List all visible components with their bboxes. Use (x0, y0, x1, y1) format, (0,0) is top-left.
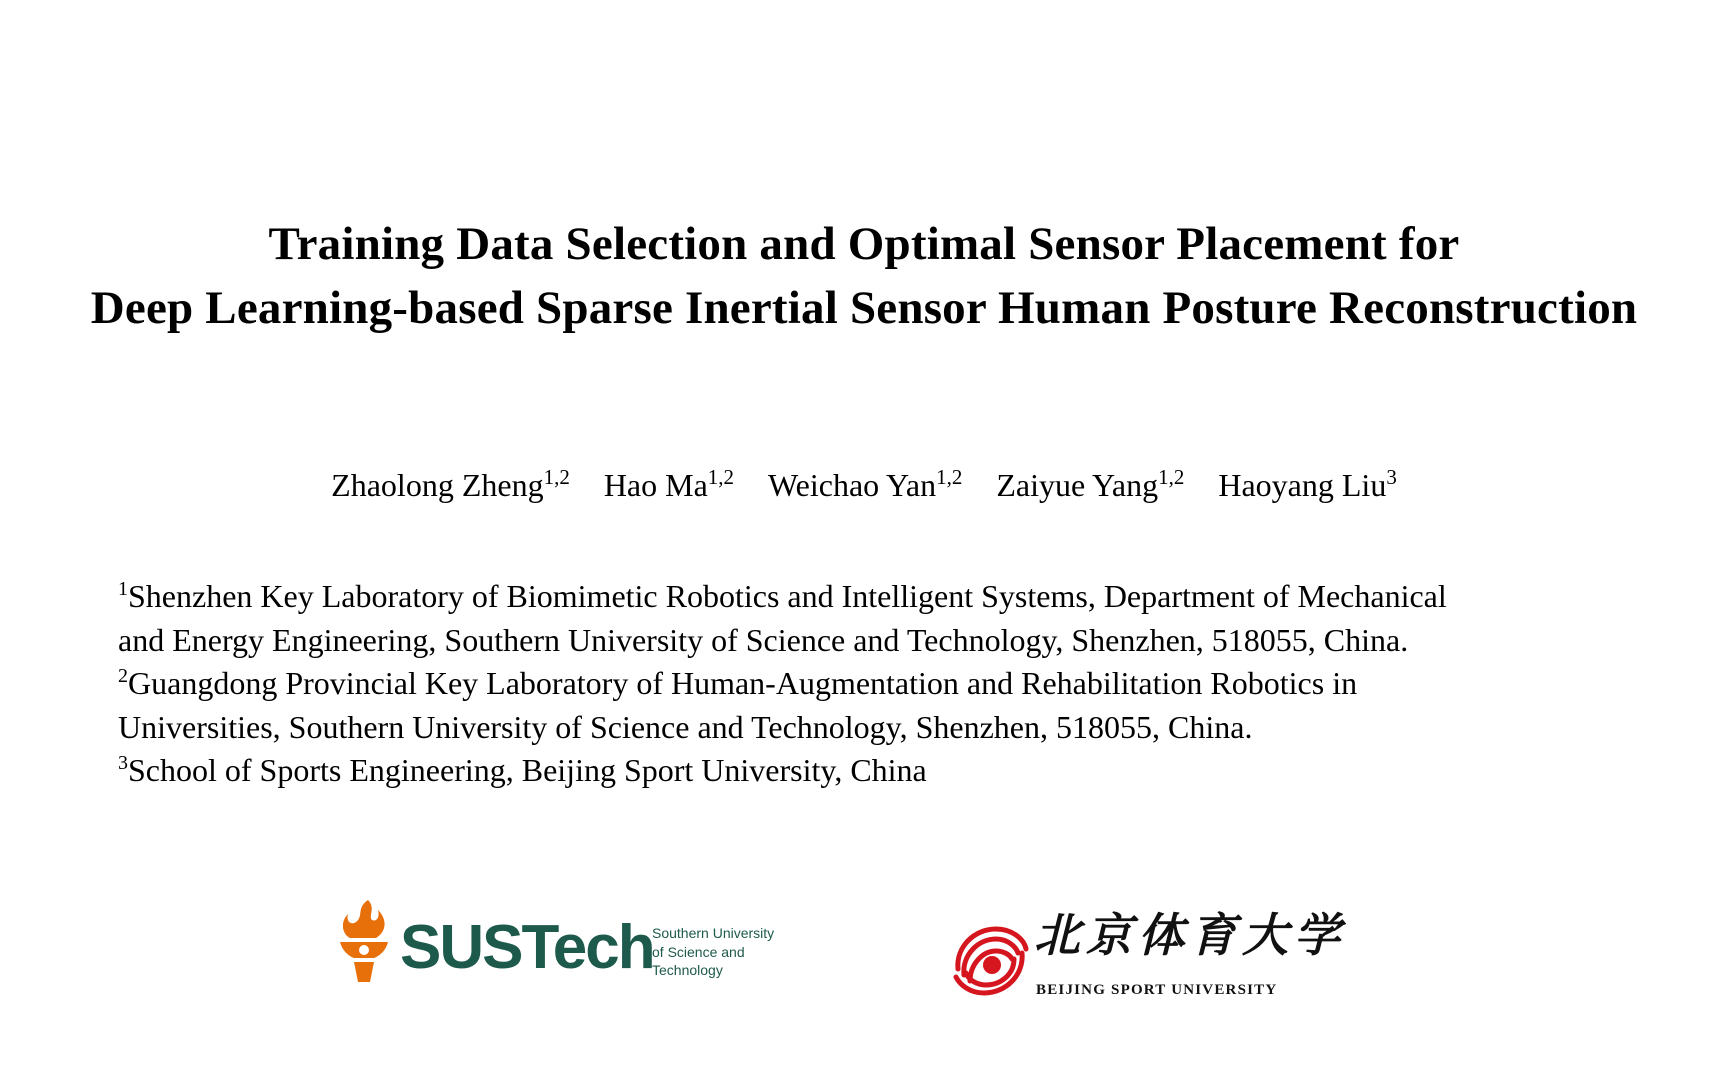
author-name: Zaiyue Yang (996, 467, 1159, 503)
author-name: Weichao Yan (768, 467, 937, 503)
affiliation-mark: 2 (118, 665, 128, 687)
affiliation-1-line-1 (118, 575, 1638, 619)
title-line-1: Training Data Selection and Optimal Sensor Placement for (268, 218, 1460, 270)
title-line-2: Deep Learning-based Sparse Inertial Sensor Human Posture Reconstruction (90, 282, 1638, 334)
affiliation-2-line-2: Universities, Southern University of Science and Technology, Shenzhen, 518055, China. (118, 708, 1253, 745)
author-affiliation-mark: 1,2 (1158, 465, 1185, 489)
affiliation-3-line-1 (118, 749, 1638, 793)
author-affiliation-mark: 1,2 (543, 465, 570, 489)
author-name: Haoyang Liu (1218, 467, 1387, 503)
affiliation-text: School of Sports Engineering, Beijing Sport University, China (128, 752, 927, 788)
sustech-subtitle-line: of Science and (652, 943, 745, 960)
sustech-subtitle-line: Southern University (652, 925, 775, 941)
affiliation-list (118, 575, 1638, 793)
author-affiliation-mark: 3 (1386, 465, 1397, 489)
affiliation-mark: 3 (118, 752, 128, 774)
affiliation-text: Guangdong Provincial Key Laboratory of Human-Augmentation and Rehabilitation Robotics in (128, 665, 1358, 701)
affiliation-text: Shenzhen Key Laboratory of Biomimetic Robotics and Intelligent Systems, Department of Mechanical (128, 578, 1447, 614)
sustech-subtitle-line: Technology (652, 962, 723, 978)
author (331, 465, 570, 505)
bsu-logo (944, 905, 1346, 1035)
sustech-torch-icon (334, 898, 394, 986)
affiliation-1-line-2: and Energy Engineering, Southern University of Science and Technology, Shenzhen, 518055, China. (118, 621, 1409, 658)
bsu-chinese-name: 北京体育大学 (1034, 908, 1346, 962)
affiliation-2-line-1 (118, 662, 1638, 706)
affiliation-mark: 1 (118, 578, 128, 600)
author (1218, 465, 1396, 505)
author (604, 465, 734, 505)
sustech-wordmark: SUSTech (400, 913, 654, 982)
sustech-logo (334, 898, 794, 988)
author-name: Hao Ma (603, 467, 708, 503)
author-name: Zhaolong Zheng (331, 467, 544, 503)
author (996, 465, 1184, 505)
author-affiliation-mark: 1,2 (936, 465, 963, 489)
sustech-subtitle (652, 924, 774, 980)
author-list (0, 465, 1728, 505)
paper-title (0, 212, 1728, 340)
bsu-english-name: BEIJING SPORT UNIVERSITY (1036, 982, 1278, 998)
bsu-swirl-emblem-icon (948, 919, 1032, 1003)
author-affiliation-mark: 1,2 (707, 465, 735, 489)
author (768, 465, 962, 505)
